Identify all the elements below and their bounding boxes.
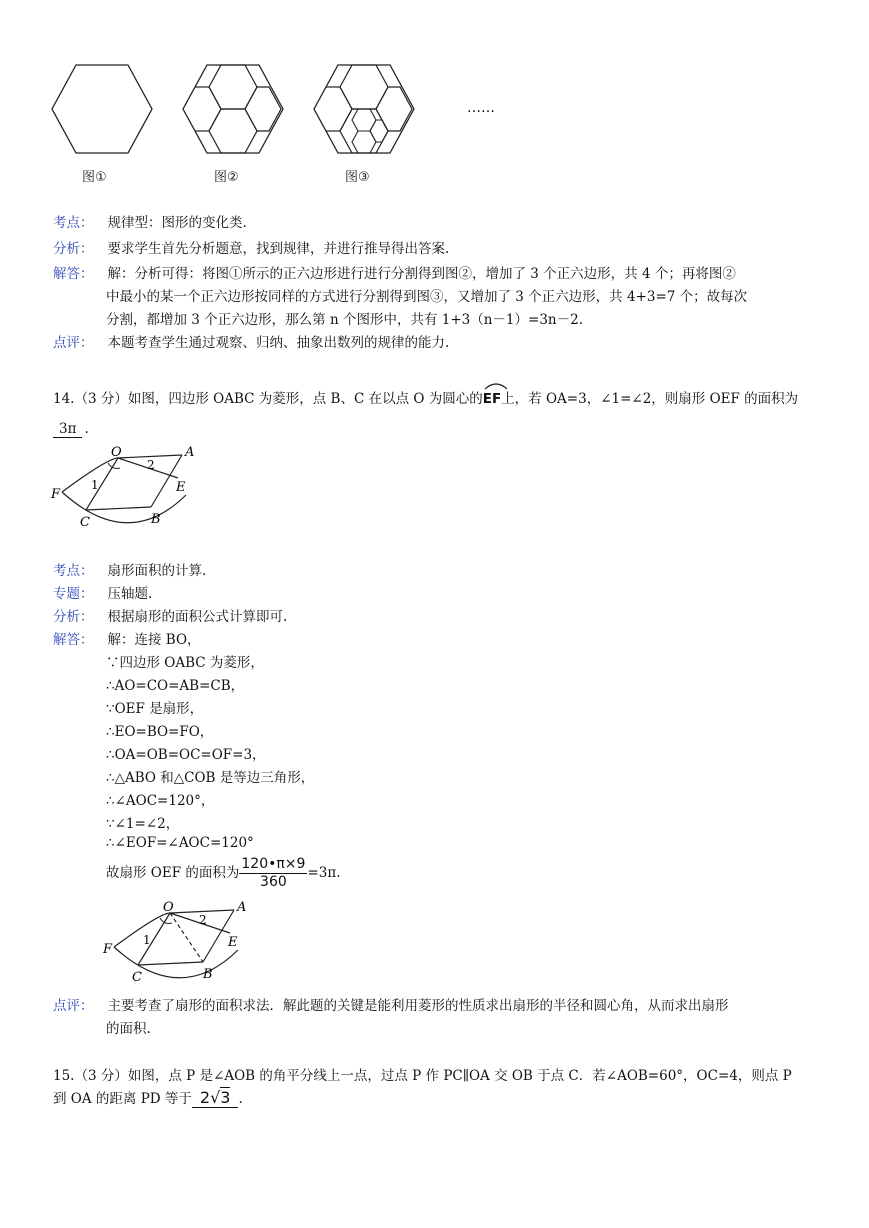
area-formula	[106, 856, 341, 891]
kaodian-text: 规律型：图形的变化类.	[107, 215, 247, 231]
jieda-line: 中最小的某一个正六边形按同样的方式进行分割得到图③，又增加了 3 个正六边形，共 4+3=7 个；故每次	[106, 289, 748, 305]
label-B: B	[203, 967, 213, 982]
jieda-line: ∴EO=BO=FO，	[106, 724, 214, 740]
area-suffix: =3π.	[307, 865, 341, 881]
q14-stem	[53, 387, 798, 407]
label-angle-1: 1	[91, 478, 99, 492]
zhuanti-text: 压轴题.	[107, 586, 153, 602]
label-dianping: 点评：	[53, 998, 94, 1014]
label-F: F	[103, 942, 113, 957]
fraction-numerator: 120•π×9	[241, 856, 306, 872]
q13-dianping	[53, 331, 449, 351]
jieda-line: 分割，都增加 3 个正六边形，那么第 n 个图形中，共有 1+3（n－1）=3n－2.	[106, 312, 583, 328]
q15-stem-line1: 15.（3 分）如图，点 P 是∠AOB 的角平分线上一点，过点 P 作 PC∥OA 交 OB 于点 C．若∠AOB=60°，OC=4，则点 P	[53, 1068, 792, 1084]
label-kaodian: 考点：	[53, 563, 94, 579]
q13-jieda	[53, 262, 736, 282]
q14-answer-line	[53, 421, 89, 437]
label-dianping: 点评：	[53, 335, 94, 351]
arc-ef: EF	[483, 389, 501, 407]
fraction-denominator: 360	[260, 874, 287, 890]
jieda-line: ∴△ABO 和△COB 是等边三角形，	[106, 770, 315, 786]
label-O: O	[163, 900, 174, 915]
label-jieda: 解答：	[53, 266, 94, 282]
label-kaodian: 考点：	[53, 215, 94, 231]
label-A: A	[185, 445, 195, 460]
label-angle-2: 2	[147, 458, 155, 472]
jieda-line: ∴AO=CO=AB=CB，	[106, 678, 245, 694]
jieda-line: 解：连接 BO，	[107, 632, 201, 648]
label-O: O	[111, 445, 122, 460]
area-fraction	[239, 856, 307, 891]
figure-caption-3: 图③	[345, 170, 370, 185]
label-E: E	[228, 935, 238, 950]
q14-fenxi	[53, 605, 287, 625]
jieda-line: ∴∠AOC=120°，	[106, 793, 215, 809]
q14-solution-figure	[100, 895, 260, 987]
q14-answer-tail: .	[84, 421, 89, 437]
label-A: A	[237, 900, 247, 915]
q15-answer	[192, 1088, 239, 1108]
q14-kaodian	[53, 559, 206, 579]
figure-caption-2: 图②	[214, 170, 239, 185]
answer-radicand: 3	[220, 1088, 231, 1107]
q14-stem-text: 14.（3 分）如图，四边形 OABC 为菱形，点 B、C 在以点 O 为圆心的	[53, 391, 483, 407]
figure-caption-1: 图①	[82, 170, 107, 185]
q13-kaodian	[53, 211, 247, 231]
hexagon-figure-2	[181, 62, 285, 157]
fenxi-text: 要求学生首先分析题意，找到规律，并进行推导得出答案.	[107, 241, 450, 257]
q14-stem-text: 上，若 OA=3，∠1=∠2，则扇形 OEF 的面积为	[501, 391, 799, 407]
jieda-line: ∵OEF 是扇形，	[106, 701, 204, 717]
q15-stem-line2	[53, 1087, 243, 1107]
jieda-line: ∴∠EOF=∠AOC=120°	[106, 835, 254, 851]
jieda-line: ∴OA=OB=OC=OF=3，	[106, 747, 266, 763]
label-angle-1: 1	[143, 933, 151, 947]
dianping-text: 的面积.	[106, 1021, 151, 1037]
hexagon-figure-3	[312, 62, 416, 157]
q13-fenxi	[53, 237, 449, 257]
jieda-line: ∵四边形 OABC 为菱形，	[106, 655, 264, 671]
kaodian-text: 扇形面积的计算.	[107, 563, 207, 579]
q14-dianping	[53, 994, 729, 1014]
label-C: C	[80, 515, 90, 530]
fenxi-text: 根据扇形的面积公式计算即可.	[107, 609, 288, 625]
dianping-text: 主要考查了扇形的面积求法．解此题的关键是能利用菱形的性质求出扇形的半径和圆心角，从而求出扇形	[107, 998, 729, 1014]
q14-jieda	[53, 628, 201, 648]
label-E: E	[176, 480, 186, 495]
label-zhuanti: 专题：	[53, 586, 94, 602]
q15-stem-text: 到 OA 的距离 PD 等于	[53, 1091, 192, 1107]
dianping-text: 本题考查学生通过观察、归纳、抽象出数列的规律的能力.	[107, 335, 450, 351]
label-jieda: 解答：	[53, 632, 94, 648]
label-fenxi: 分析：	[53, 609, 94, 625]
ellipsis: ……	[467, 100, 495, 116]
q15-stem-tail: .	[238, 1091, 243, 1107]
sqrt-sign: √	[210, 1088, 221, 1107]
q14-figure	[48, 440, 208, 532]
label-B: B	[151, 512, 161, 527]
q14-zhuanti	[53, 582, 152, 602]
label-fenxi: 分析：	[53, 241, 94, 257]
label-F: F	[51, 487, 61, 502]
label-angle-2: 2	[199, 913, 207, 927]
jieda-line: 解：分析可得：将图①所示的正六边形进行进行分割得到图②，增加了 3 个正六边形，共 4 个；再将图②	[107, 266, 736, 282]
q14-answer: 3π	[53, 421, 82, 438]
hexagon-figure-1	[50, 62, 154, 157]
area-prefix: 故扇形 OEF 的面积为	[106, 865, 240, 881]
jieda-line: ∵∠1=∠2，	[106, 816, 180, 832]
label-C: C	[132, 970, 142, 985]
answer-coefficient: 2	[199, 1088, 211, 1107]
